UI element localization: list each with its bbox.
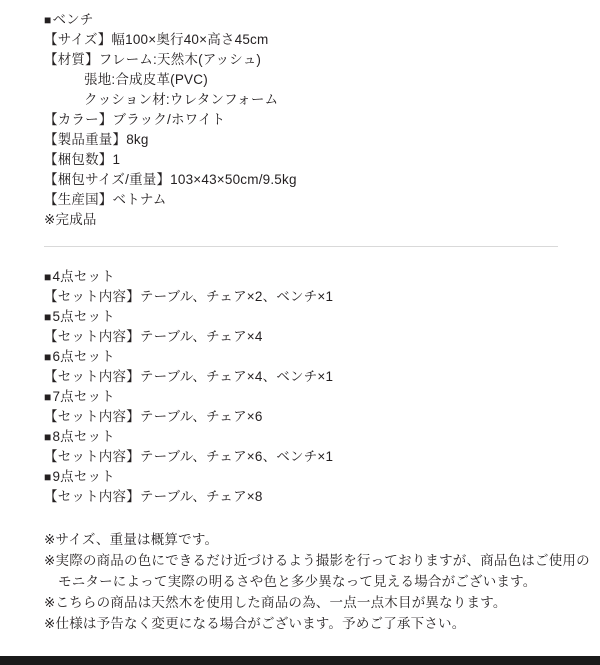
set-title-6: ■ 6点セット (44, 347, 578, 367)
set-contents-4: 【セット内容】テーブル、チェア×2、ベンチ×1 (44, 289, 334, 304)
set-contents-7: 【セット内容】テーブル、チェア×6 (44, 409, 263, 424)
spec-material-upholstery: 張地:合成皮革(PVC) (84, 72, 208, 87)
note-color-accuracy: ※実際の商品の色にできるだけ近づけるよう撮影を行っておりますが、商品色はご使用の (44, 553, 590, 568)
spec-assembled-note: ※完成品 (44, 212, 97, 227)
spec-size: 【サイズ】幅100×奥行40×高さ45cm (44, 32, 269, 47)
note-natural-wood: ※こちらの商品は天然木を使用した商品の為、一点一点木目が異なります。 (44, 595, 507, 610)
spacer (44, 507, 578, 529)
set-title-4: ■ 4点セット (44, 267, 578, 287)
set-title-8: ■ 8点セット (44, 427, 578, 447)
set-title-9: ■ 9点セット (44, 467, 578, 487)
note-color-accuracy-cont: モニターによって実際の明るさや色と多少異なって見える場合がございます。 (58, 574, 537, 589)
spec-package-count: 【梱包数】1 (44, 152, 121, 167)
spec-weight: 【製品重量】8kg (44, 132, 149, 147)
set-title-7: ■ 7点セット (44, 387, 578, 407)
spec-country: 【生産国】ベトナム (44, 192, 167, 207)
bottom-bar (0, 656, 600, 665)
set-title-5: ■ 5点セット (44, 307, 578, 327)
bench-spec-section (44, 10, 578, 230)
spec-material: 【材質】フレーム:天然木(アッシュ) (44, 52, 262, 67)
bench-heading: ■ ベンチ (44, 10, 578, 30)
note-size-weight: ※サイズ、重量は概算です。 (44, 532, 219, 547)
set-contents-6: 【セット内容】テーブル、チェア×4、ベンチ×1 (44, 369, 334, 384)
left-margin (0, 0, 7, 665)
set-contents-8: 【セット内容】テーブル、チェア×6、ベンチ×1 (44, 449, 334, 464)
spec-color: 【カラー】ブラック/ホワイト (44, 112, 226, 127)
spec-package-size-weight: 【梱包サイズ/重量】103×43×50cm/9.5kg (44, 172, 297, 187)
notes-section (44, 529, 590, 634)
set-contents-5: 【セット内容】テーブル、チェア×4 (44, 329, 263, 344)
set-contents-9: 【セット内容】テーブル、チェア×8 (44, 489, 263, 504)
section-divider (44, 246, 558, 247)
set-contents-section (44, 267, 578, 507)
spec-material-cushion: クッション材:ウレタンフォーム (84, 92, 279, 107)
note-spec-change: ※仕様は予告なく変更になる場合がございます。予めご了承下さい。 (44, 616, 466, 631)
